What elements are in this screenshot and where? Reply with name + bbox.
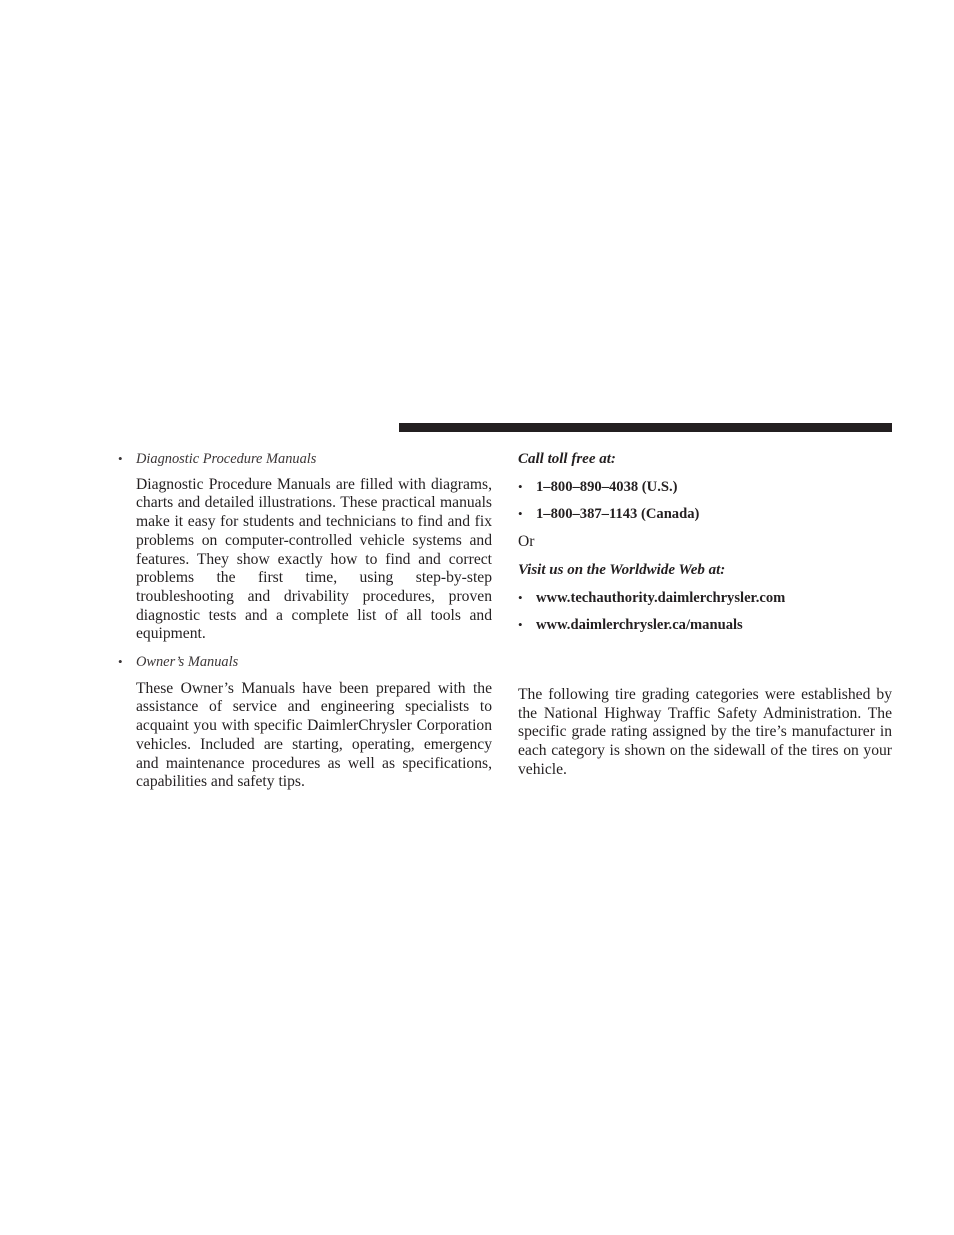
bullet-icon: • [518, 506, 523, 522]
website-item [518, 616, 892, 635]
website-link[interactable]: www.techauthority.daimlerchrysler.com [536, 589, 786, 606]
phone-number: 1–800–890–4038 (U.S.) [536, 478, 678, 495]
tire-grading-paragraph: The following tire grading categories were established by the National Highway Traffic Safety Administration. The specific grade rating assigned by the tire’s manufacturer in each category is shown on the sidewall of the tires on your vehicle. [518, 685, 892, 778]
phone-number: 1–800–387–1143 (Canada) [536, 506, 700, 523]
phone-item [518, 505, 892, 524]
bullet-icon: • [518, 617, 523, 633]
header-rule [399, 423, 892, 432]
bullet-icon: • [518, 589, 523, 605]
or-text: Or [518, 533, 535, 551]
bullet-icon: • [118, 451, 123, 466]
item-title: Owner’s Manuals [136, 654, 239, 671]
bullet-icon: • [518, 478, 523, 494]
bullet-icon: • [118, 654, 123, 670]
web-heading: Visit us on the Worldwide Web at: [518, 561, 726, 578]
list-item-owners-manuals [118, 653, 492, 672]
right-column [518, 450, 892, 779]
website-item [518, 589, 892, 608]
item-title: Diagnostic Procedure Manuals [136, 451, 317, 467]
item-body: Diagnostic Procedure Manuals are filled with diagrams, charts and detailed illustrations. These practical manuals make it easy for students and technicians to find and fix problems on computer-controlled vehicle systems and features. They show exactly how to find and correct problems the first time, using step-by-step troubleshooting and drivability procedures, proven diagnostic tests and a complete list of all tools and equipment. [136, 475, 492, 643]
list-item-diagnostic-manuals [118, 450, 492, 469]
website-link[interactable]: www.daimlerchrysler.ca/manuals [536, 617, 743, 634]
call-heading: Call toll free at: [518, 451, 616, 467]
phone-item [518, 478, 892, 497]
left-column [118, 450, 492, 792]
item-body: These Owner’s Manuals have been prepared with the assistance of service and engineering specialists to acquaint you with specific DaimlerChrysler Corporation vehicles. Included are starting, operating, emergency and maintenance procedures as well as specifications, capabilities and safety tips. [136, 679, 492, 791]
